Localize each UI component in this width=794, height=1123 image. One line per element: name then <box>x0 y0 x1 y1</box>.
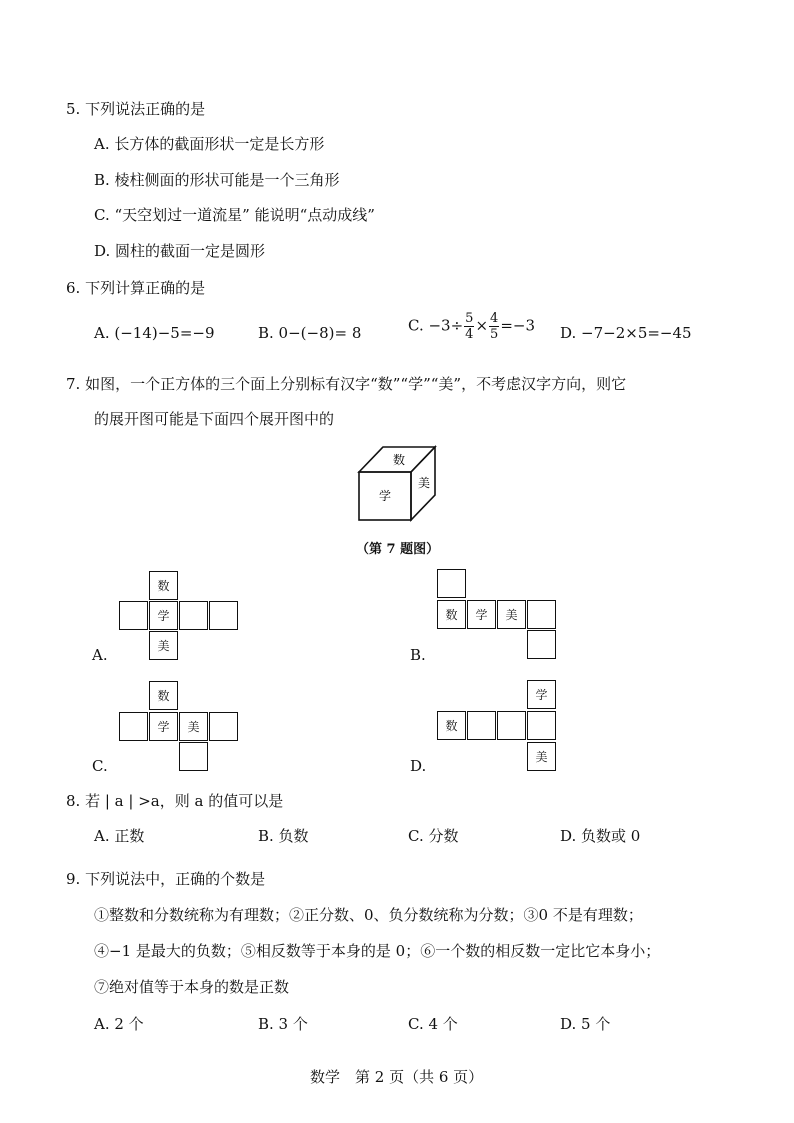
q5-option-c: C. “天空划过一道流星” 能说明“点动成线” <box>94 206 375 224</box>
q6-c-mid: × <box>475 316 489 335</box>
q5-option-a: A. 长方体的截面形状一定是长方形 <box>94 135 325 153</box>
net-c <box>119 681 240 773</box>
q5-option-d: D. 圆柱的截面一定是圆形 <box>94 242 266 260</box>
q9-option-b: B. 3 个 <box>258 1015 308 1033</box>
q6-c-fraction-1 <box>464 312 474 341</box>
q6-c-suffix: =−3 <box>500 316 535 335</box>
q7-caption: （第 7 题图） <box>356 542 440 557</box>
net-b-label: B. <box>410 646 426 664</box>
net-d-cell: 美 <box>527 742 556 771</box>
net-b <box>437 569 558 661</box>
q6-option-b: B. 0−(−8)= 8 <box>258 324 362 342</box>
net-d-cell <box>527 711 556 740</box>
q5-option-b: B. 棱柱侧面的形状可能是一个三角形 <box>94 171 340 189</box>
q8-option-b: B. 负数 <box>258 827 309 845</box>
q8-option-a: A. 正数 <box>94 827 145 845</box>
net-c-label: C. <box>92 757 108 775</box>
q9-line-3: ⑦绝对值等于本身的数是正数 <box>94 978 290 996</box>
q6-c-fraction-2 <box>489 312 499 341</box>
q8-option-c: C. 分数 <box>408 827 459 845</box>
q9-option-c: C. 4 个 <box>408 1015 458 1033</box>
q9-option-d: D. 5 个 <box>560 1015 611 1033</box>
net-a-cell: 美 <box>149 631 178 660</box>
net-c-cell <box>119 712 148 741</box>
q6-c-f1-num: 5 <box>465 311 474 326</box>
net-c-cell <box>179 742 208 771</box>
net-b-cell <box>527 630 556 659</box>
net-c-cell <box>209 712 238 741</box>
q6-c-f2-den: 5 <box>490 327 499 342</box>
net-b-cell <box>527 600 556 629</box>
q9-line-1: ①整数和分数统称为有理数；②正分数、0、负分数统称为分数；③0 不是有理数； <box>94 906 643 924</box>
net-c-cell: 学 <box>149 712 178 741</box>
q6-stem: 6. 下列计算正确的是 <box>66 279 206 297</box>
net-b-cell: 美 <box>497 600 526 629</box>
q5-stem: 5. 下列说法正确的是 <box>66 100 206 118</box>
net-b-cell: 数 <box>437 600 466 629</box>
net-c-cell: 美 <box>179 712 208 741</box>
cube-right-label: 美 <box>417 476 431 490</box>
net-d-cell: 学 <box>527 680 556 709</box>
net-d-cell: 数 <box>437 711 466 740</box>
net-a-cell <box>179 601 208 630</box>
net-b-cell <box>437 569 466 598</box>
net-d-label: D. <box>410 757 427 775</box>
q9-stem: 9. 下列说法中，正确的个数是 <box>66 870 266 888</box>
net-d-cell <box>467 711 496 740</box>
net-d <box>437 680 558 773</box>
net-a-cell <box>209 601 238 630</box>
cube-top-label: 数 <box>392 453 406 467</box>
q6-option-c <box>408 312 535 341</box>
page-footer: 数学 第 2 页（共 6 页） <box>310 1068 484 1086</box>
q6-option-a: A. (−14)−5=−9 <box>94 324 215 342</box>
q9-line-2: ④−1 是最大的负数；⑤相反数等于本身的是 0；⑥一个数的相反数一定比它本身小； <box>94 942 661 960</box>
q8-option-d: D. 负数或 0 <box>560 827 641 845</box>
net-a <box>119 571 240 661</box>
q6-c-f2-num: 4 <box>490 311 499 326</box>
cube-front-label: 学 <box>378 489 392 503</box>
net-a-cell <box>119 601 148 630</box>
q6-c-f1-den: 4 <box>465 327 474 342</box>
net-a-cell: 数 <box>149 571 178 600</box>
net-a-cell: 学 <box>149 601 178 630</box>
net-c-cell: 数 <box>149 681 178 710</box>
q6-option-d: D. −7−2×5=−45 <box>560 324 692 342</box>
cube-figure <box>355 437 445 523</box>
q9-option-a: A. 2 个 <box>94 1015 144 1033</box>
q6-c-prefix: C. −3÷ <box>408 316 464 335</box>
q7-stem-line1: 7. 如图，一个正方体的三个面上分别标有汉字“数”“学”“美”，不考虑汉字方向，则它 <box>66 375 627 393</box>
net-a-label: A. <box>92 646 108 664</box>
q7-stem-line2: 的展开图可能是下面四个展开图中的 <box>94 410 335 428</box>
net-b-cell: 学 <box>467 600 496 629</box>
q8-stem: 8. 若 | a | >a，则 a 的值可以是 <box>66 792 284 810</box>
net-d-cell <box>497 711 526 740</box>
